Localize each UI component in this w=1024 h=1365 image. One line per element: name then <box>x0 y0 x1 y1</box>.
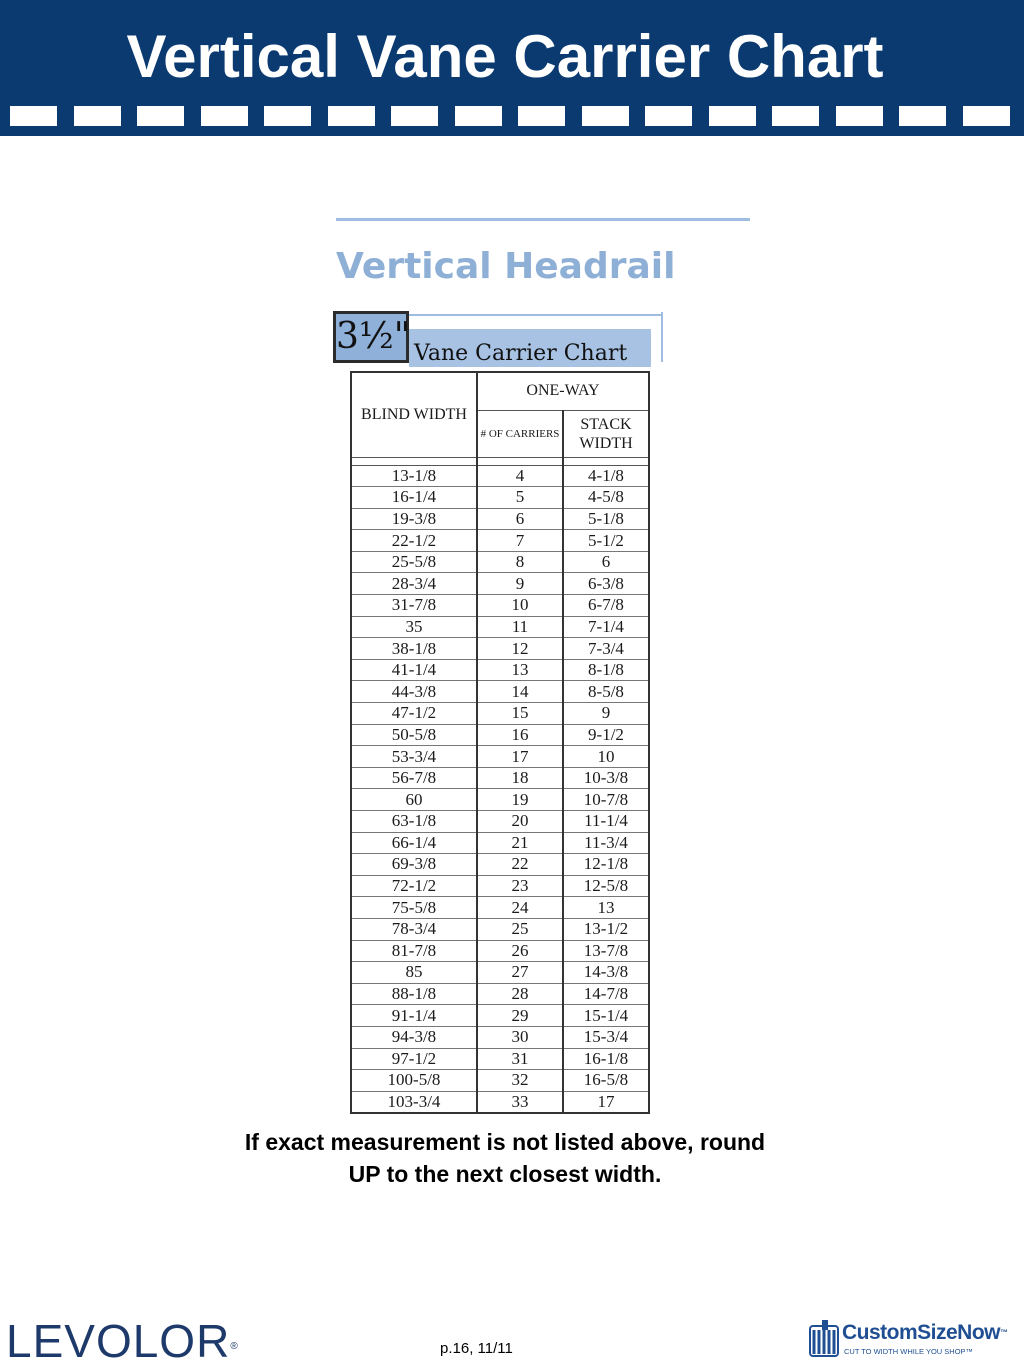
cell-carriers: 15 <box>477 703 563 725</box>
table-row <box>351 811 649 833</box>
cell-stack-width: 14-3/8 <box>563 962 649 984</box>
dash-segment <box>899 106 946 126</box>
cell-carriers: 24 <box>477 897 563 919</box>
cell-stack-width: 16-5/8 <box>563 1070 649 1092</box>
subheading-rule-vertical <box>661 312 663 362</box>
table-row <box>351 962 649 984</box>
table-row <box>351 1048 649 1070</box>
cell-stack-width: 7-1/4 <box>563 616 649 638</box>
cell-blind-width: 91-1/4 <box>351 1005 477 1027</box>
cell-stack-width: 15-1/4 <box>563 1005 649 1027</box>
vane-carrier-table <box>350 371 650 1114</box>
cell-stack-width: 15-3/4 <box>563 1026 649 1048</box>
cell-stack-width: 9-1/2 <box>563 724 649 746</box>
dash-segment <box>391 106 438 126</box>
dash-segment <box>74 106 121 126</box>
cell-stack-width: 17 <box>563 1091 649 1113</box>
table-row <box>351 832 649 854</box>
cell-blind-width: 100-5/8 <box>351 1070 477 1092</box>
customsizenow-tagline: CUT TO WIDTH WHILE YOU SHOP™ <box>844 1347 974 1356</box>
cell-carriers: 18 <box>477 767 563 789</box>
cell-blind-width: 97-1/2 <box>351 1048 477 1070</box>
cell-blind-width: 78-3/4 <box>351 918 477 940</box>
table-row <box>351 703 649 725</box>
gap-cell <box>351 457 477 465</box>
header-carriers: # OF CARRIERS <box>477 410 563 457</box>
table-row <box>351 638 649 660</box>
table-row <box>351 595 649 617</box>
cell-stack-width: 16-1/8 <box>563 1048 649 1070</box>
dash-segment <box>963 106 1010 126</box>
cell-carriers: 30 <box>477 1026 563 1048</box>
cell-carriers: 19 <box>477 789 563 811</box>
cell-blind-width: 103-3/4 <box>351 1091 477 1113</box>
cell-blind-width: 22-1/2 <box>351 530 477 552</box>
cell-stack-width: 10-7/8 <box>563 789 649 811</box>
page-title: Vertical Vane Carrier Chart <box>126 23 884 90</box>
table-row <box>351 854 649 876</box>
cell-stack-width: 5-1/8 <box>563 508 649 530</box>
table-row <box>351 1026 649 1048</box>
table-row <box>351 681 649 703</box>
cell-carriers: 20 <box>477 811 563 833</box>
cell-stack-width: 6-3/8 <box>563 573 649 595</box>
gap-cell <box>477 457 563 465</box>
dash-segment <box>137 106 184 126</box>
cell-blind-width: 63-1/8 <box>351 811 477 833</box>
cell-blind-width: 19-3/8 <box>351 508 477 530</box>
section-heading: Vertical Headrail <box>336 246 676 287</box>
page-number: p.16, 11/11 <box>440 1340 513 1357</box>
table-body <box>351 465 649 1113</box>
table-row <box>351 659 649 681</box>
cell-blind-width: 56-7/8 <box>351 767 477 789</box>
heading-rule <box>336 218 750 221</box>
cell-blind-width: 31-7/8 <box>351 595 477 617</box>
gap-cell <box>563 457 649 465</box>
table-row <box>351 616 649 638</box>
cell-blind-width: 38-1/8 <box>351 638 477 660</box>
cell-blind-width: 25-5/8 <box>351 551 477 573</box>
customsizenow-wordmark <box>842 1320 1008 1346</box>
customsizenow-trademark: ™ <box>1000 1328 1008 1337</box>
table-row <box>351 875 649 897</box>
table-row <box>351 1091 649 1113</box>
cell-carriers: 21 <box>477 832 563 854</box>
header-blind-width: BLIND WIDTH <box>351 372 477 457</box>
cell-carriers: 11 <box>477 616 563 638</box>
cell-carriers: 23 <box>477 875 563 897</box>
table-row <box>351 897 649 919</box>
cell-stack-width: 7-3/4 <box>563 638 649 660</box>
cell-stack-width: 12-5/8 <box>563 875 649 897</box>
table-row <box>351 508 649 530</box>
levolor-registered-mark: ® <box>230 1341 239 1352</box>
cell-carriers: 22 <box>477 854 563 876</box>
cell-carriers: 27 <box>477 962 563 984</box>
header-banner <box>0 0 1024 136</box>
cell-stack-width: 13-7/8 <box>563 940 649 962</box>
cell-stack-width: 14-7/8 <box>563 983 649 1005</box>
table-row <box>351 551 649 573</box>
dash-segment <box>201 106 248 126</box>
cell-blind-width: 28-3/4 <box>351 573 477 595</box>
cell-carriers: 25 <box>477 918 563 940</box>
dash-segment <box>645 106 692 126</box>
note-line-2: UP to the next closest width. <box>348 1161 662 1187</box>
cell-stack-width: 4-1/8 <box>563 465 649 487</box>
cell-blind-width: 53-3/4 <box>351 746 477 768</box>
cell-stack-width: 6 <box>563 551 649 573</box>
customsizenow-name: CustomSizeNow <box>842 1321 1001 1344</box>
cell-stack-width: 10 <box>563 746 649 768</box>
cell-carriers: 10 <box>477 595 563 617</box>
subheading-rule <box>409 314 663 316</box>
cell-stack-width: 11-1/4 <box>563 811 649 833</box>
dash-segment <box>836 106 883 126</box>
cell-carriers: 8 <box>477 551 563 573</box>
table-row <box>351 1070 649 1092</box>
cell-carriers: 33 <box>477 1091 563 1113</box>
blinds-icon <box>808 1320 842 1360</box>
cell-carriers: 4 <box>477 465 563 487</box>
cell-blind-width: 44-3/8 <box>351 681 477 703</box>
levolor-logo <box>6 1316 239 1365</box>
table-row <box>351 983 649 1005</box>
table-row <box>351 789 649 811</box>
cell-carriers: 28 <box>477 983 563 1005</box>
cell-carriers: 17 <box>477 746 563 768</box>
dash-segment <box>772 106 819 126</box>
cell-stack-width: 13 <box>563 897 649 919</box>
subheading-text: Vane Carrier Chart <box>414 341 628 366</box>
cell-blind-width: 41-1/4 <box>351 659 477 681</box>
cell-blind-width: 85 <box>351 962 477 984</box>
table-row <box>351 724 649 746</box>
table-row <box>351 918 649 940</box>
cell-blind-width: 81-7/8 <box>351 940 477 962</box>
cell-carriers: 6 <box>477 508 563 530</box>
dash-segment <box>455 106 502 126</box>
cell-blind-width: 35 <box>351 616 477 638</box>
cell-stack-width: 12-1/8 <box>563 854 649 876</box>
dashed-divider <box>10 106 1010 126</box>
cell-carriers: 5 <box>477 487 563 509</box>
table-row <box>351 1005 649 1027</box>
table-row <box>351 746 649 768</box>
cell-blind-width: 60 <box>351 789 477 811</box>
customsizenow-logo <box>808 1318 1018 1362</box>
cell-blind-width: 75-5/8 <box>351 897 477 919</box>
cell-stack-width: 4-5/8 <box>563 487 649 509</box>
cell-blind-width: 66-1/4 <box>351 832 477 854</box>
table-row <box>351 767 649 789</box>
dash-segment <box>328 106 375 126</box>
cell-blind-width: 13-1/8 <box>351 465 477 487</box>
cell-blind-width: 88-1/8 <box>351 983 477 1005</box>
table-row <box>351 465 649 487</box>
dash-segment <box>10 106 57 126</box>
cell-stack-width: 6-7/8 <box>563 595 649 617</box>
header-one-way: ONE-WAY <box>477 372 649 410</box>
cell-carriers: 31 <box>477 1048 563 1070</box>
cell-carriers: 26 <box>477 940 563 962</box>
cell-carriers: 7 <box>477 530 563 552</box>
cell-stack-width: 8-1/8 <box>563 659 649 681</box>
cell-stack-width: 11-3/4 <box>563 832 649 854</box>
cell-blind-width: 72-1/2 <box>351 875 477 897</box>
cell-carriers: 32 <box>477 1070 563 1092</box>
header-stack-width: STACK WIDTH <box>563 410 649 457</box>
cell-carriers: 14 <box>477 681 563 703</box>
cell-stack-width: 8-5/8 <box>563 681 649 703</box>
table-row <box>351 573 649 595</box>
cell-carriers: 29 <box>477 1005 563 1027</box>
cell-stack-width: 13-1/2 <box>563 918 649 940</box>
cell-blind-width: 16-1/4 <box>351 487 477 509</box>
dash-segment <box>264 106 311 126</box>
cell-blind-width: 94-3/8 <box>351 1026 477 1048</box>
cell-carriers: 16 <box>477 724 563 746</box>
table-row <box>351 530 649 552</box>
size-label-box: 3½" <box>333 311 409 363</box>
note-line-1: If exact measurement is not listed above, round <box>244 1129 766 1155</box>
cell-carriers: 9 <box>477 573 563 595</box>
table-row <box>351 487 649 509</box>
header-gap-row <box>351 457 649 465</box>
cell-stack-width: 5-1/2 <box>563 530 649 552</box>
dash-segment <box>518 106 565 126</box>
cell-carriers: 13 <box>477 659 563 681</box>
rounding-note <box>150 1126 860 1190</box>
cell-blind-width: 69-3/8 <box>351 854 477 876</box>
dash-segment <box>709 106 756 126</box>
cell-stack-width: 9 <box>563 703 649 725</box>
cell-carriers: 12 <box>477 638 563 660</box>
cell-blind-width: 50-5/8 <box>351 724 477 746</box>
cell-blind-width: 47-1/2 <box>351 703 477 725</box>
cell-stack-width: 10-3/8 <box>563 767 649 789</box>
levolor-logo-text: LEVOLOR <box>6 1315 231 1365</box>
table-row <box>351 940 649 962</box>
dash-segment <box>582 106 629 126</box>
